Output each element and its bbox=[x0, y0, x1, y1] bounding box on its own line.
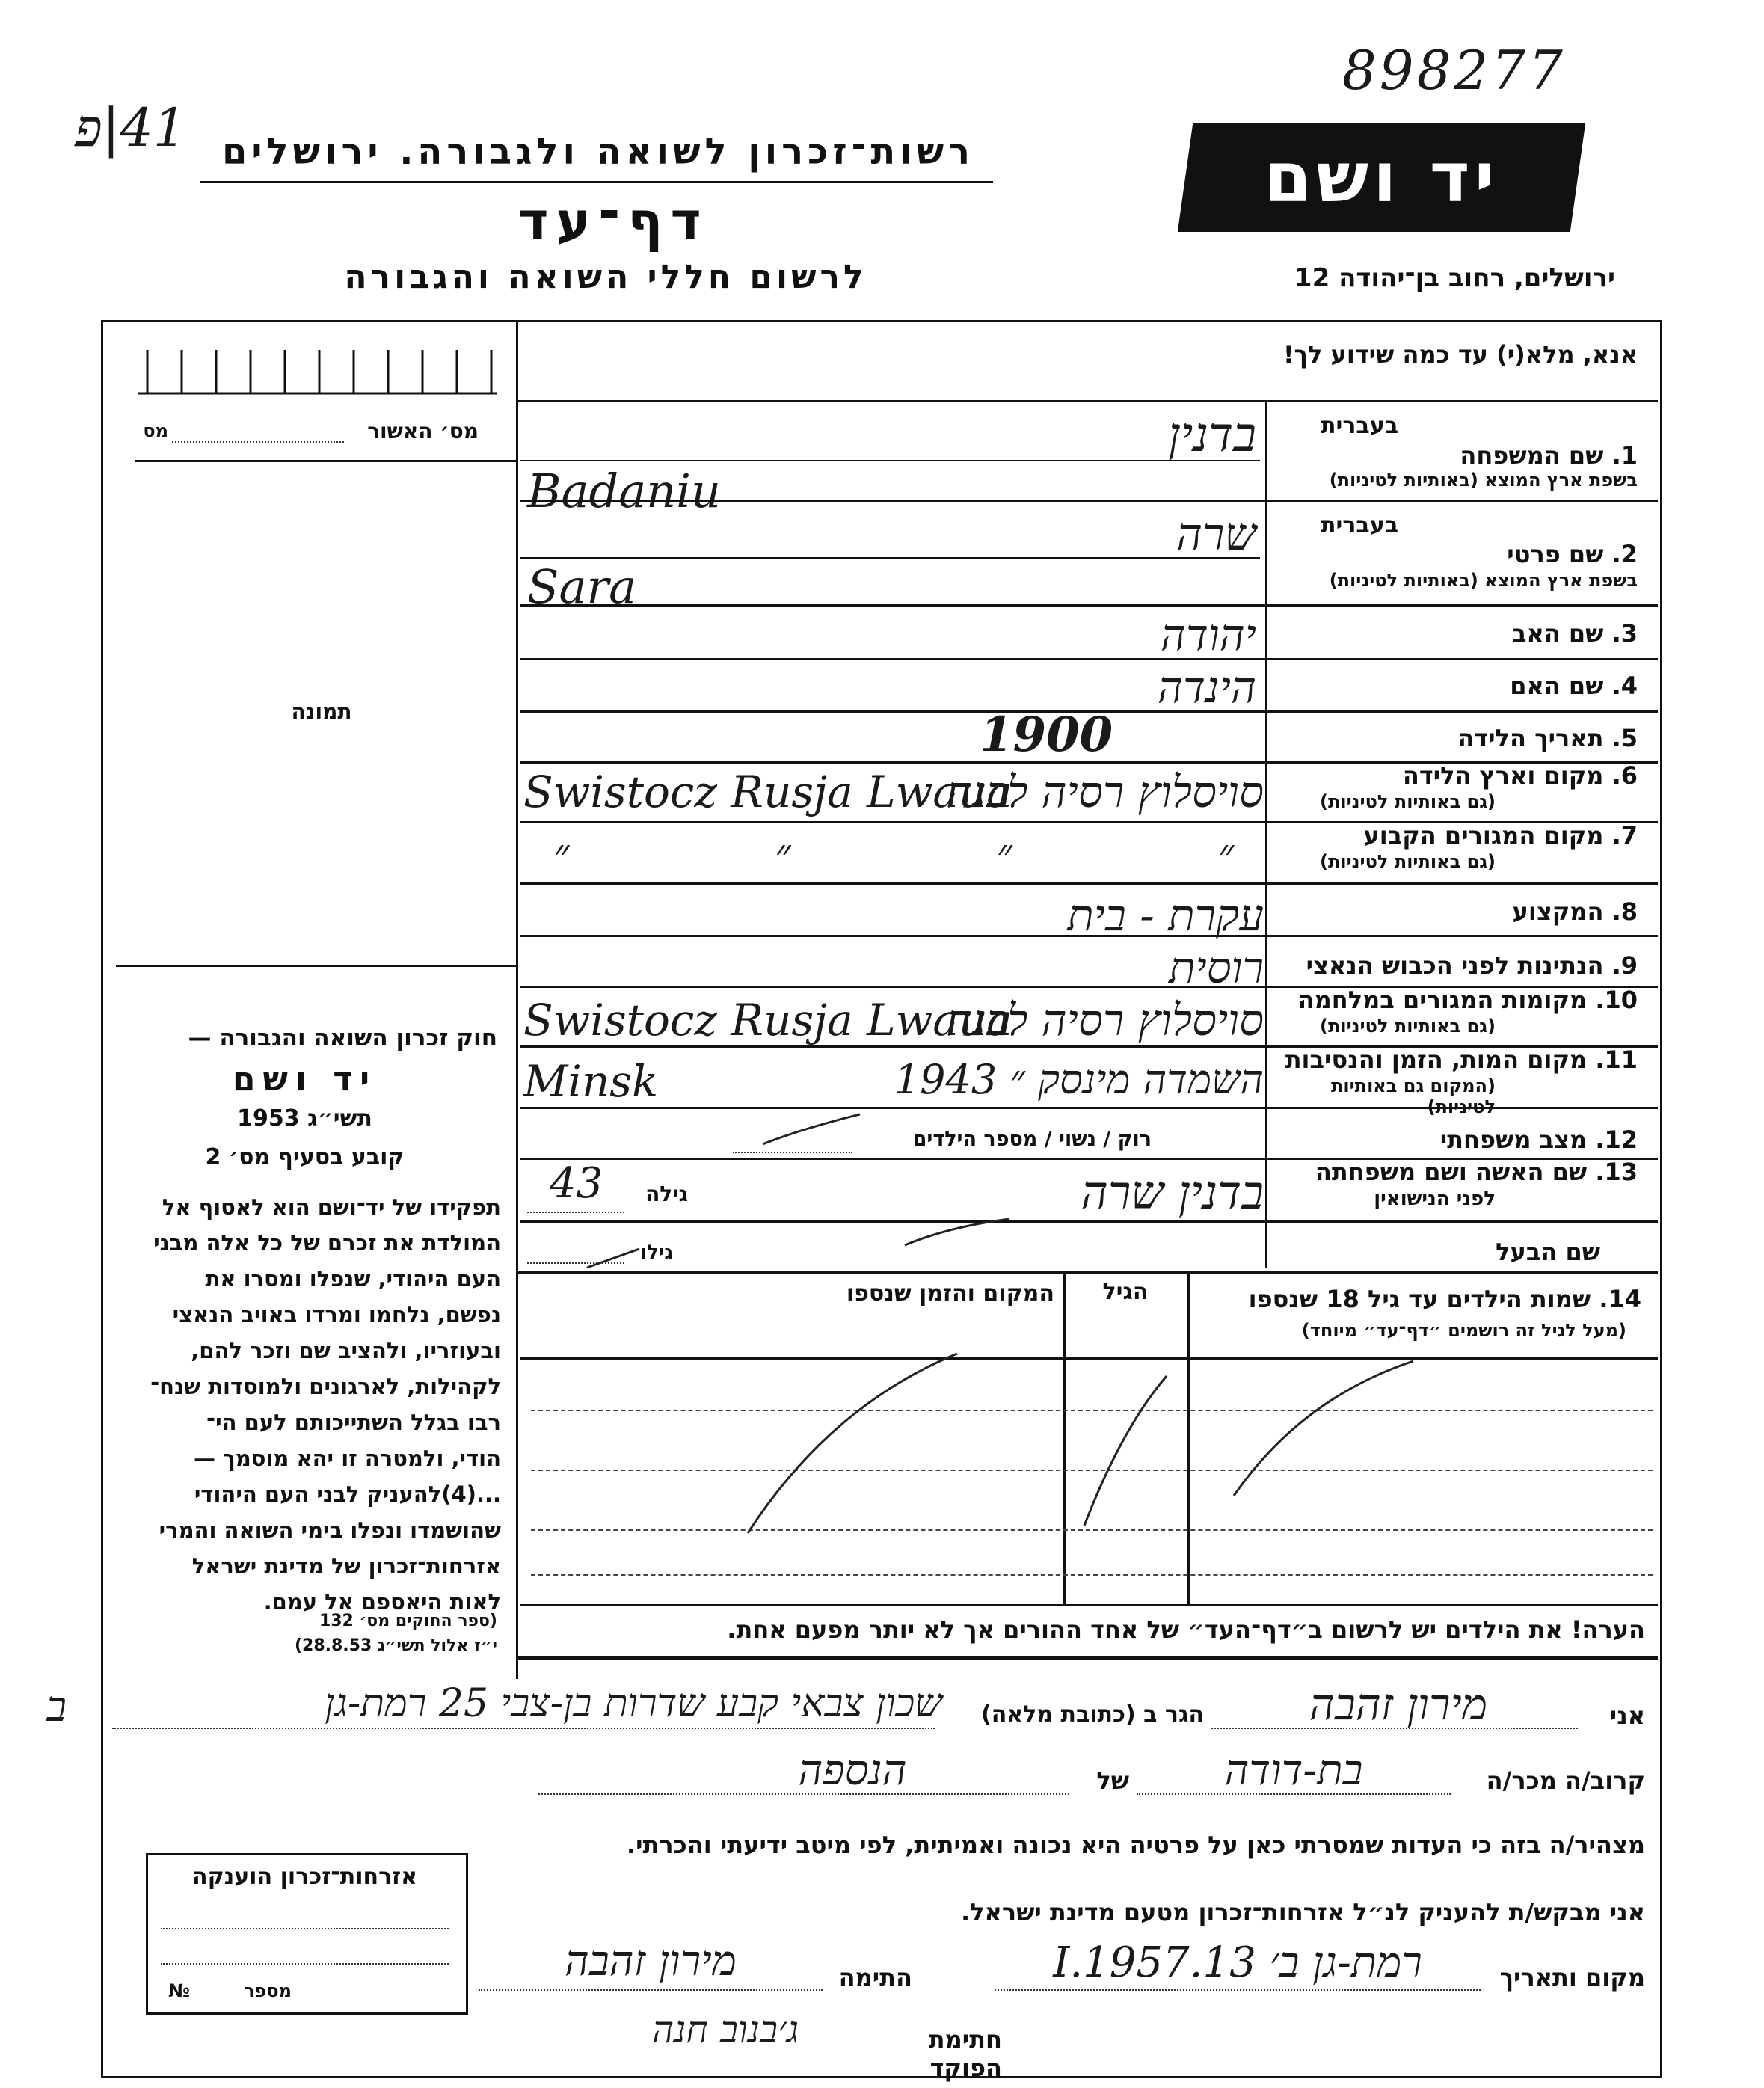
decl-place-date-label: מקום ותאריך bbox=[1499, 1963, 1645, 1992]
field-6-value-latin: Swistocz Rusja Lwaua bbox=[523, 767, 1012, 817]
field-3-number: 3. bbox=[1611, 619, 1638, 648]
photo-section-border bbox=[116, 965, 516, 967]
children-col-place: המקום והזמן שנספו bbox=[846, 1280, 1054, 1306]
law-text-line: ובעוזריו, ולהציב שם וזכר להם, bbox=[191, 1338, 501, 1363]
field-12-label bbox=[1271, 1126, 1638, 1154]
husband-age-label: גילו bbox=[640, 1241, 673, 1264]
law-year bbox=[112, 1105, 497, 1131]
field-8-label bbox=[1271, 897, 1638, 926]
field-11-label-text: מקום המות, הזמן והנסיבות bbox=[1285, 1045, 1588, 1074]
approval-number-cells bbox=[138, 350, 497, 396]
decl-address-value: שכון צבאי קבע שדרות בן-צבי 25 רמת-גן bbox=[325, 1681, 942, 1726]
fields-top-border bbox=[516, 400, 1658, 402]
field-13-sub: לפני הנישואין bbox=[1374, 1188, 1496, 1210]
wife-name-strike-mark bbox=[897, 1212, 1017, 1249]
field-8-value: עקרת - בית bbox=[1067, 890, 1264, 941]
certificate-number-sign: № bbox=[168, 1980, 190, 2001]
field-13-number: 13. bbox=[1595, 1158, 1638, 1186]
law-ref-1: (ספר החוקים מס׳ 132 bbox=[319, 1612, 497, 1630]
approval-number-suffix: מס bbox=[143, 420, 168, 441]
field-11-sub: (המקום גם באותיות לטיניות) bbox=[1330, 1075, 1496, 1117]
left-column-divider bbox=[516, 322, 518, 1675]
children-age-divider-right bbox=[1187, 1271, 1190, 1604]
certificate-title: אזרחות־זכרון הוענקה bbox=[191, 1864, 418, 1890]
children-sub: (מעל לגיל זה רושמים ״דף־עד״ מיוחד) bbox=[1301, 1320, 1626, 1341]
field-4-label bbox=[1271, 672, 1638, 700]
marital-status-mark bbox=[755, 1107, 867, 1152]
law-text-line: המולדת את זכרם של כל אלה מבני bbox=[153, 1230, 501, 1256]
law-text-line: רבו בגלל השתייכותם לעם הי־ bbox=[206, 1410, 501, 1435]
decl-of-label: של bbox=[1096, 1766, 1129, 1795]
field-6-label-text: מקום וארץ הלידה bbox=[1402, 761, 1604, 790]
field-11-border bbox=[520, 1107, 1658, 1109]
decl-margin-letter: ב bbox=[46, 1683, 67, 1731]
decl-officer-value: ג׳בנוב חנה bbox=[651, 2008, 799, 2051]
children-strike-mark bbox=[740, 1346, 965, 1541]
field-12-number: 12. bbox=[1595, 1126, 1638, 1154]
field-10-number: 10. bbox=[1595, 986, 1638, 1014]
decl-signature-label: התימה bbox=[838, 1963, 912, 1992]
law-year-number: 1953 bbox=[237, 1105, 300, 1131]
field-8-label-text: המקצוע bbox=[1512, 897, 1604, 926]
decl-i-label: אני bbox=[1609, 1701, 1645, 1730]
field-5-label-text: תאריך הלידה bbox=[1457, 724, 1604, 752]
approval-section-border bbox=[135, 460, 516, 462]
field-6-value: סויסלוץ רסיה לבנה bbox=[947, 767, 1264, 817]
institution-underline bbox=[200, 181, 993, 183]
field-3-label bbox=[1271, 619, 1638, 648]
page-ref: 41|פ bbox=[75, 97, 187, 159]
field-3-value: יהודה bbox=[1161, 609, 1256, 660]
decl-place-date-value: רמת-גן ב׳ 13.I.1957 bbox=[1053, 1938, 1422, 1987]
field-10-value-latin: Swistocz Rusja Lwaua bbox=[523, 995, 1012, 1045]
field-9-label bbox=[1271, 951, 1638, 980]
law-text-line: שהושמדו ונפלו בימי השואה והמרי bbox=[159, 1517, 501, 1543]
law-text-line: לאות היאספם אל עמם. bbox=[263, 1589, 501, 1615]
decl-resides-label: הגר ב (כתובת מלאה) bbox=[980, 1701, 1204, 1728]
label-value-divider bbox=[1265, 400, 1267, 1268]
field-2-value-latin: Sara bbox=[527, 559, 637, 614]
field-2-label-text: שם פרטי bbox=[1507, 540, 1604, 568]
field-7-label-text: מקום המגורים הקבוע bbox=[1363, 821, 1604, 850]
field-1-border bbox=[520, 500, 1658, 502]
field-13-age-label: גילה bbox=[645, 1182, 688, 1206]
law-text-line: הודי, ולמטרה זו יהא מוסמך — bbox=[193, 1446, 501, 1471]
field-9-value: רוסית bbox=[1169, 942, 1264, 993]
field-13-border bbox=[520, 1220, 1658, 1223]
institution-name: רשות־זכרון לשואה ולגבורה. ירושלים bbox=[221, 131, 975, 173]
field-3-border bbox=[520, 658, 1658, 660]
field-12-field-label: רוק / נשוי / מספר הילדים bbox=[912, 1128, 1152, 1151]
field-5-number: 5. bbox=[1611, 724, 1638, 752]
approval-number-line bbox=[172, 441, 344, 443]
field-13-value: בדנין שרה bbox=[1081, 1165, 1264, 1220]
children-top-border bbox=[516, 1271, 1658, 1274]
decl-address-line bbox=[112, 1728, 935, 1729]
field-5-value: 1900 bbox=[980, 707, 1113, 763]
law-text-line: תפקידו של יד־ושם הוא לאסוף אל bbox=[162, 1194, 501, 1220]
decl-signature-value: מירון זהבה bbox=[564, 1937, 737, 1986]
field-1-sub-he: בעברית bbox=[1321, 413, 1398, 439]
law-text bbox=[112, 1189, 501, 1620]
children-age-divider-left bbox=[1063, 1271, 1066, 1604]
field-9-number: 9. bbox=[1611, 951, 1638, 980]
decl-relative-label: קרוב/ה מכר/ה bbox=[1486, 1766, 1645, 1795]
form-subtitle: לרשום חללי השואה והגבורה bbox=[344, 258, 867, 296]
children-header-border bbox=[520, 1357, 1658, 1360]
field-11-value-latin: Minsk bbox=[523, 1056, 659, 1107]
photo-label: תמונה bbox=[291, 699, 352, 724]
field-1-label bbox=[1271, 441, 1638, 470]
children-number: 14. bbox=[1599, 1285, 1641, 1313]
decl-statement: מצהיר/ה בזה כי העדות שמסרתי כאן על פרטיה היא נכונה ואמיתית, לפי מיטב ידיעתי והכרתי. bbox=[626, 1831, 1645, 1859]
field-8-number: 8. bbox=[1611, 897, 1638, 926]
field-7-border bbox=[520, 882, 1658, 885]
field-11-value: השמדה מינסק ״ 1943 bbox=[894, 1056, 1264, 1103]
note: הערה! את הילדים יש לרשום ב״דף־העד״ של אחד ההורים אך לא יותר מפעם אחת. bbox=[727, 1615, 1645, 1644]
field-7-label bbox=[1271, 821, 1638, 850]
children-label-text: שמות הילדים עד גיל 18 שנספו bbox=[1248, 1285, 1591, 1313]
archive-number: 898277 bbox=[1342, 39, 1566, 102]
children-strike-mark bbox=[1077, 1369, 1174, 1533]
field-1-value-he: בדנין bbox=[1168, 408, 1256, 463]
instructions: אנא, מלא(י) עד כמה שידוע לך! bbox=[1282, 340, 1638, 369]
law-text-line: ...(4)להעניק לבני העם היהודי bbox=[194, 1481, 501, 1507]
law-ref-2: י״ז אלול תשי״ג 28.8.53) bbox=[294, 1636, 497, 1655]
field-6-number: 6. bbox=[1611, 761, 1638, 790]
field-1-value-latin: Badaniu bbox=[527, 464, 721, 518]
children-bottom-border bbox=[520, 1604, 1658, 1606]
field-7-value: ״ ״ ״ ״ bbox=[553, 830, 1256, 879]
law-title: חוק זכרון השואה והגבורה — bbox=[188, 1025, 497, 1051]
field-10-value: סויסלוץ רסיה לבנה bbox=[947, 995, 1264, 1045]
left-panel-bottom-edge bbox=[516, 1656, 518, 1679]
field-8-border bbox=[520, 935, 1658, 937]
field-11-number: 11. bbox=[1595, 1045, 1638, 1074]
field-12-label-text: מצב משפחתי bbox=[1439, 1126, 1588, 1154]
field-7-sub: (גם באותיות לטיניות) bbox=[1320, 851, 1496, 872]
children-strike-mark bbox=[1226, 1354, 1421, 1503]
field-6-sub: (גם באותיות לטיניות) bbox=[1320, 791, 1496, 812]
field-9-label-text: הנתינות לפני הכבוש הנאצי bbox=[1306, 951, 1604, 980]
decl-i-line bbox=[1211, 1728, 1578, 1729]
yad-vashem-logo bbox=[1178, 123, 1585, 232]
law-text-line: העם היהודי, שנפלו ומסרו את bbox=[205, 1266, 501, 1292]
decl-i-value: מירון זהבה bbox=[1309, 1679, 1488, 1730]
field-13-label-text: שם האשה ושם משפחתה bbox=[1315, 1158, 1588, 1186]
field-1-sub-latin: בשפת ארץ המוצא (באותיות לטיניות) bbox=[1329, 470, 1638, 491]
field-12-dotted-line bbox=[733, 1152, 852, 1153]
law-clause: קובע בסעיף מס׳ 2 bbox=[205, 1144, 405, 1170]
field-10-sub: (גם באותיות לטיניות) bbox=[1320, 1016, 1496, 1037]
children-row-line bbox=[531, 1574, 1653, 1576]
decl-signature-line bbox=[479, 1989, 823, 1991]
law-name: יד ושם bbox=[232, 1060, 378, 1099]
husband-label: שם הבעל bbox=[1496, 1238, 1600, 1266]
decl-place-date-line bbox=[995, 1989, 1481, 1991]
field-2-label bbox=[1271, 540, 1638, 568]
field-2-mid-line bbox=[520, 557, 1260, 559]
field-2-sub-latin: בשפת ארץ המוצא (באותיות לטיניות) bbox=[1329, 570, 1638, 591]
field-13-label bbox=[1271, 1158, 1638, 1186]
children-col-age: הגיל bbox=[1102, 1279, 1149, 1305]
field-4-label-text: שם האם bbox=[1510, 672, 1604, 700]
law-text-line: אזרחות־זכרון של מדינת ישראל bbox=[191, 1553, 501, 1579]
decl-relation-value: בת-דודה bbox=[1224, 1746, 1363, 1795]
field-7-number: 7. bbox=[1611, 821, 1638, 850]
decl-of-value: הנספה bbox=[798, 1746, 907, 1795]
field-6-label bbox=[1271, 761, 1638, 790]
field-10-label-text: מקומות המגורים במלחמה bbox=[1297, 986, 1588, 1014]
note-border bbox=[516, 1656, 1658, 1660]
field-10-label bbox=[1271, 986, 1638, 1014]
field-3-label-text: שם האב bbox=[1511, 619, 1604, 648]
field-2-number: 2. bbox=[1611, 540, 1638, 568]
form-title: דף־עד bbox=[517, 191, 709, 252]
field-2-value-he: שרה bbox=[1176, 509, 1256, 561]
certificate-line bbox=[161, 1963, 449, 1965]
decl-of-line bbox=[538, 1793, 1069, 1795]
certificate-line bbox=[161, 1928, 449, 1929]
certificate-number-label: מספר bbox=[244, 1980, 292, 2001]
field-11-label bbox=[1271, 1045, 1638, 1074]
field-4-number: 4. bbox=[1611, 672, 1638, 700]
logo-text: יד ושם bbox=[1264, 138, 1499, 218]
decl-request: אני מבקש/ת להעניק לנ״ל אזרחות־זכרון מטעם מדינת ישראל. bbox=[961, 1898, 1645, 1926]
field-4-value: הינדה bbox=[1158, 662, 1256, 713]
field-2-sub-he: בעברית bbox=[1321, 512, 1398, 538]
law-text-line: נפשם, נלחמו ומרדו באויב הנאצי bbox=[172, 1302, 501, 1327]
field-13-age-line bbox=[527, 1212, 624, 1213]
decl-relation-line bbox=[1137, 1793, 1451, 1795]
approval-number-label: מס׳ האשור bbox=[367, 419, 479, 443]
field-2-border bbox=[520, 604, 1658, 607]
husband-dash-mark bbox=[583, 1241, 643, 1271]
decl-officer-label: חתימת הפוקד bbox=[928, 2025, 1002, 2082]
field-1-mid-line bbox=[520, 460, 1260, 461]
law-year-hebrew: תשי״ג bbox=[307, 1105, 372, 1131]
address: ירושלים, רחוב בן־יהודה 12 bbox=[1294, 263, 1615, 293]
field-1-number: 1. bbox=[1611, 441, 1638, 470]
field-1-label-text: שם המשפחה bbox=[1460, 441, 1604, 470]
field-5-label bbox=[1271, 724, 1638, 752]
field-13-age-value: 43 bbox=[550, 1159, 603, 1208]
children-label bbox=[1193, 1285, 1641, 1313]
law-text-line: לקהילות, לארגונים ולמוסדות שנח־ bbox=[150, 1374, 501, 1399]
